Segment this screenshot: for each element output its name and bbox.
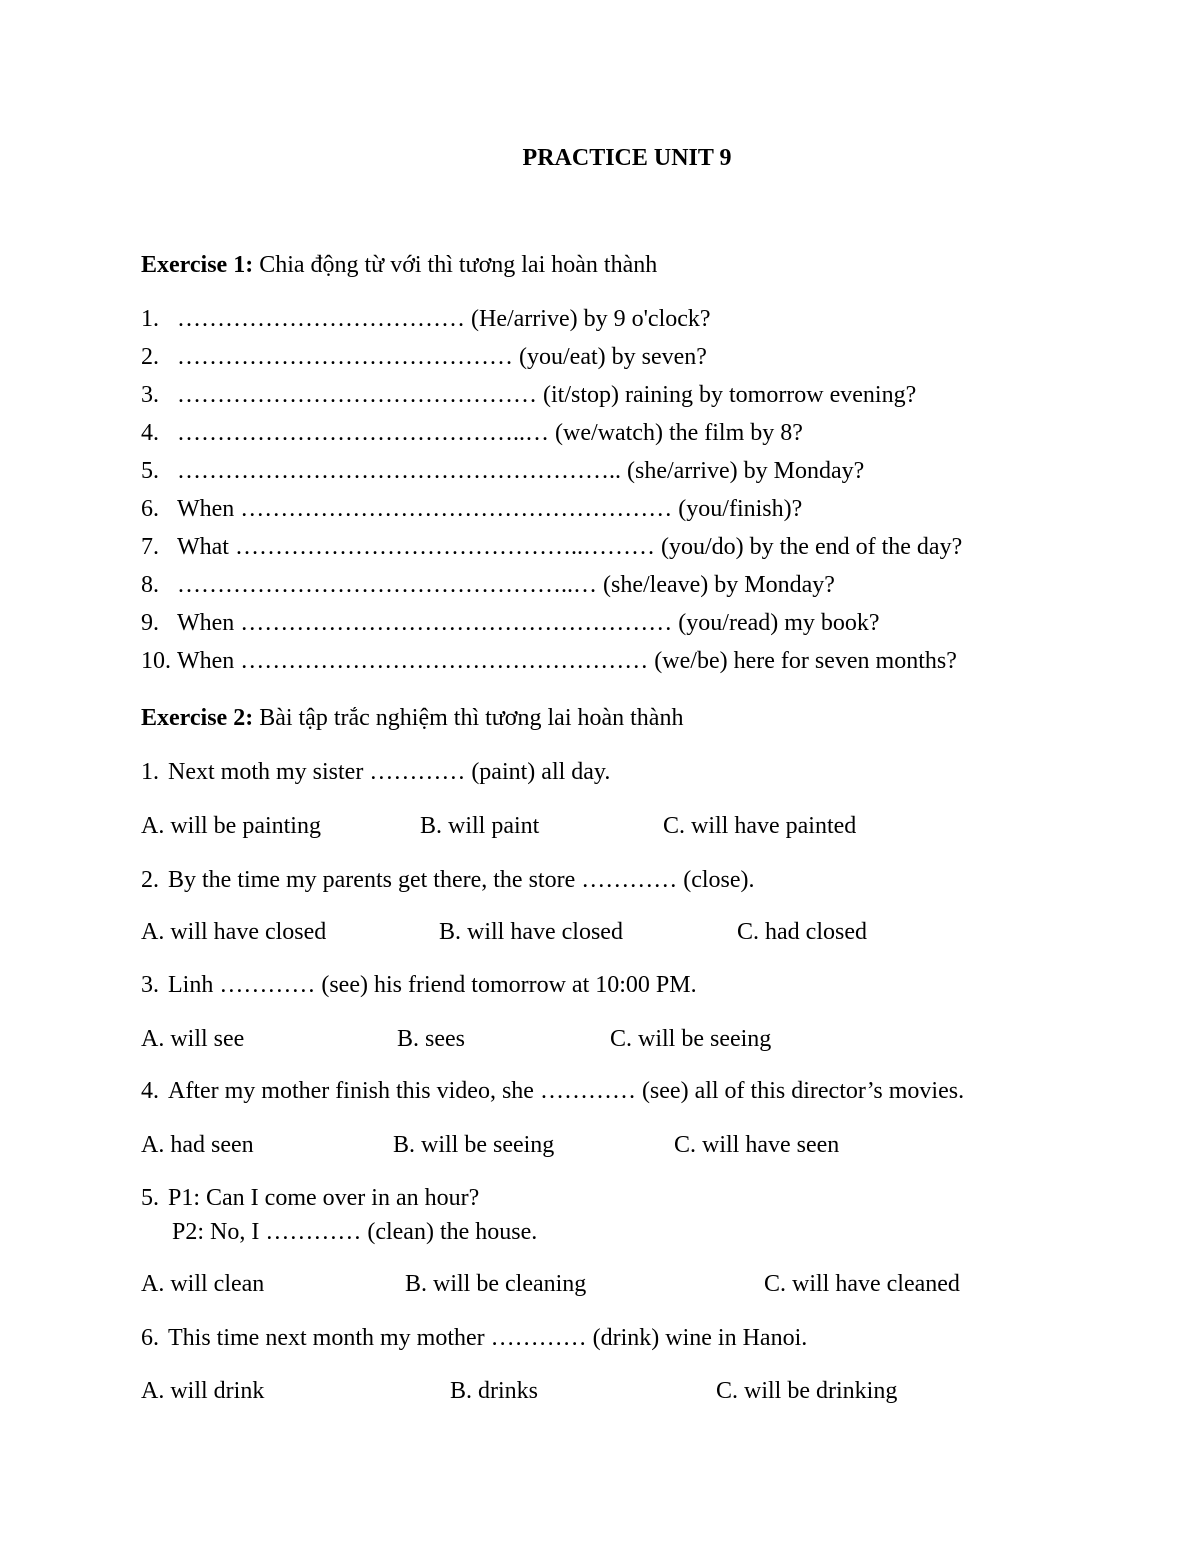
- ex2-q5-option-a: A. will clean: [141, 1271, 265, 1297]
- exercise-2-instruction: Bài tập trắc nghiệm thì tương lai hoàn thành: [259, 705, 684, 731]
- ex1-item-10: [0, 649, 1200, 679]
- ex2-q5-text-line-2: P2: No, I ………… (clean) the house.: [172, 1219, 538, 1245]
- ex2-q1-option-b: B. will paint: [420, 813, 540, 839]
- ex1-item-number: 1.: [141, 306, 159, 332]
- ex1-item-4: [0, 421, 1200, 451]
- ex2-question-number: 3.: [141, 972, 159, 998]
- ex1-item-text: …………………………………………..… (she/leave) by Monday?: [177, 572, 835, 598]
- ex2-question-number: 2.: [141, 867, 159, 893]
- ex2-q4-option-b: B. will be seeing: [393, 1132, 555, 1158]
- ex2-q5-option-b: B. will be cleaning: [405, 1271, 587, 1297]
- ex2-q4-option-a: A. had seen: [141, 1132, 254, 1158]
- ex2-q3-option-a: A. will see: [141, 1026, 245, 1052]
- ex2-question-number: 6.: [141, 1325, 159, 1351]
- ex1-item-text: When ……………………………………………… (you/read) my book?: [177, 610, 880, 636]
- exercise-1-heading: [141, 253, 657, 277]
- ex2-question-2: [0, 868, 1200, 898]
- ex1-item-number: 10.: [141, 648, 171, 674]
- ex1-item-text: When ……………………………………………… (you/finish)?: [177, 496, 803, 522]
- ex1-item-9: [0, 611, 1200, 641]
- ex2-q1-option-a: A. will be painting: [141, 813, 321, 839]
- ex2-question-text: After my mother finish this video, she ………… (see) all of this director’s movies.: [168, 1078, 965, 1104]
- page-title: PRACTICE UNIT 9: [522, 145, 732, 171]
- ex2-question-number: 5.: [141, 1185, 159, 1211]
- ex2-q4-option-c: C. will have seen: [674, 1132, 840, 1158]
- ex2-question-1: [0, 760, 1200, 790]
- ex1-item-text: ……………………………… (He/arrive) by 9 o'clock?: [177, 306, 711, 332]
- ex1-item-number: 3.: [141, 382, 159, 408]
- ex1-item-1: [0, 307, 1200, 337]
- ex2-question-5: [0, 1186, 1200, 1216]
- ex1-item-text: …………………………………… (you/eat) by seven?: [177, 344, 707, 370]
- ex2-q2-option-b: B. will have closed: [439, 919, 623, 945]
- ex2-question-3: [0, 973, 1200, 1003]
- ex2-q6-option-a: A. will drink: [141, 1378, 265, 1404]
- ex2-q5-option-c: C. will have cleaned: [764, 1271, 960, 1297]
- exercise-1-label: Exercise 1:: [141, 252, 254, 278]
- ex2-question-text: This time next month my mother ………… (drink) wine in Hanoi.: [168, 1325, 808, 1351]
- ex2-q2-option-a: A. will have closed: [141, 919, 327, 945]
- exercise-2-heading: [141, 706, 683, 730]
- ex2-question-text: By the time my parents get there, the store ………… (close).: [168, 867, 755, 893]
- ex2-q3-option-c: C. will be seeing: [610, 1026, 772, 1052]
- ex2-q6-option-b: B. drinks: [450, 1378, 539, 1404]
- ex1-item-text: ……………………………………..… (we/watch) the film by 8?: [177, 420, 803, 446]
- ex1-item-text: ……………………………………………….. (she/arrive) by Monday?: [177, 458, 865, 484]
- ex2-q2-option-c: C. had closed: [737, 919, 867, 945]
- ex1-item-number: 4.: [141, 420, 159, 446]
- ex2-question-4: [0, 1079, 1200, 1109]
- ex1-item-8: [0, 573, 1200, 603]
- ex1-item-2: [0, 345, 1200, 375]
- ex2-question-text: Linh ………… (see) his friend tomorrow at 10:00 PM.: [168, 972, 697, 998]
- ex1-item-text: When …………………………………………… (we/be) here for seven months?: [177, 648, 957, 674]
- ex2-question-number: 4.: [141, 1078, 159, 1104]
- ex2-q1-option-c: C. will have painted: [663, 813, 857, 839]
- ex1-item-text: ……………………………………… (it/stop) raining by tomorrow evening?: [177, 382, 917, 408]
- exercise-2-label: Exercise 2:: [141, 705, 254, 731]
- ex1-item-number: 8.: [141, 572, 159, 598]
- ex1-item-number: 9.: [141, 610, 159, 636]
- ex1-item-7: [0, 535, 1200, 565]
- ex2-question-text: Next moth my sister ………… (paint) all day.: [168, 759, 611, 785]
- ex1-item-3: [0, 383, 1200, 413]
- ex2-question-6: [0, 1326, 1200, 1356]
- ex1-item-number: 6.: [141, 496, 159, 522]
- ex1-item-number: 7.: [141, 534, 159, 560]
- ex1-item-number: 2.: [141, 344, 159, 370]
- ex1-item-6: [0, 497, 1200, 527]
- ex2-q6-option-c: C. will be drinking: [716, 1378, 898, 1404]
- ex1-item-number: 5.: [141, 458, 159, 484]
- ex2-question-text: P1: Can I come over in an hour?: [168, 1185, 480, 1211]
- ex1-item-text: What ……………………………………..……… (you/do) by the end of the day?: [177, 534, 963, 560]
- exercise-1-instruction: Chia động từ với thì tương lai hoàn thành: [259, 252, 658, 278]
- ex2-question-number: 1.: [141, 759, 159, 785]
- ex1-item-5: [0, 459, 1200, 489]
- ex2-q3-option-b: B. sees: [397, 1026, 465, 1052]
